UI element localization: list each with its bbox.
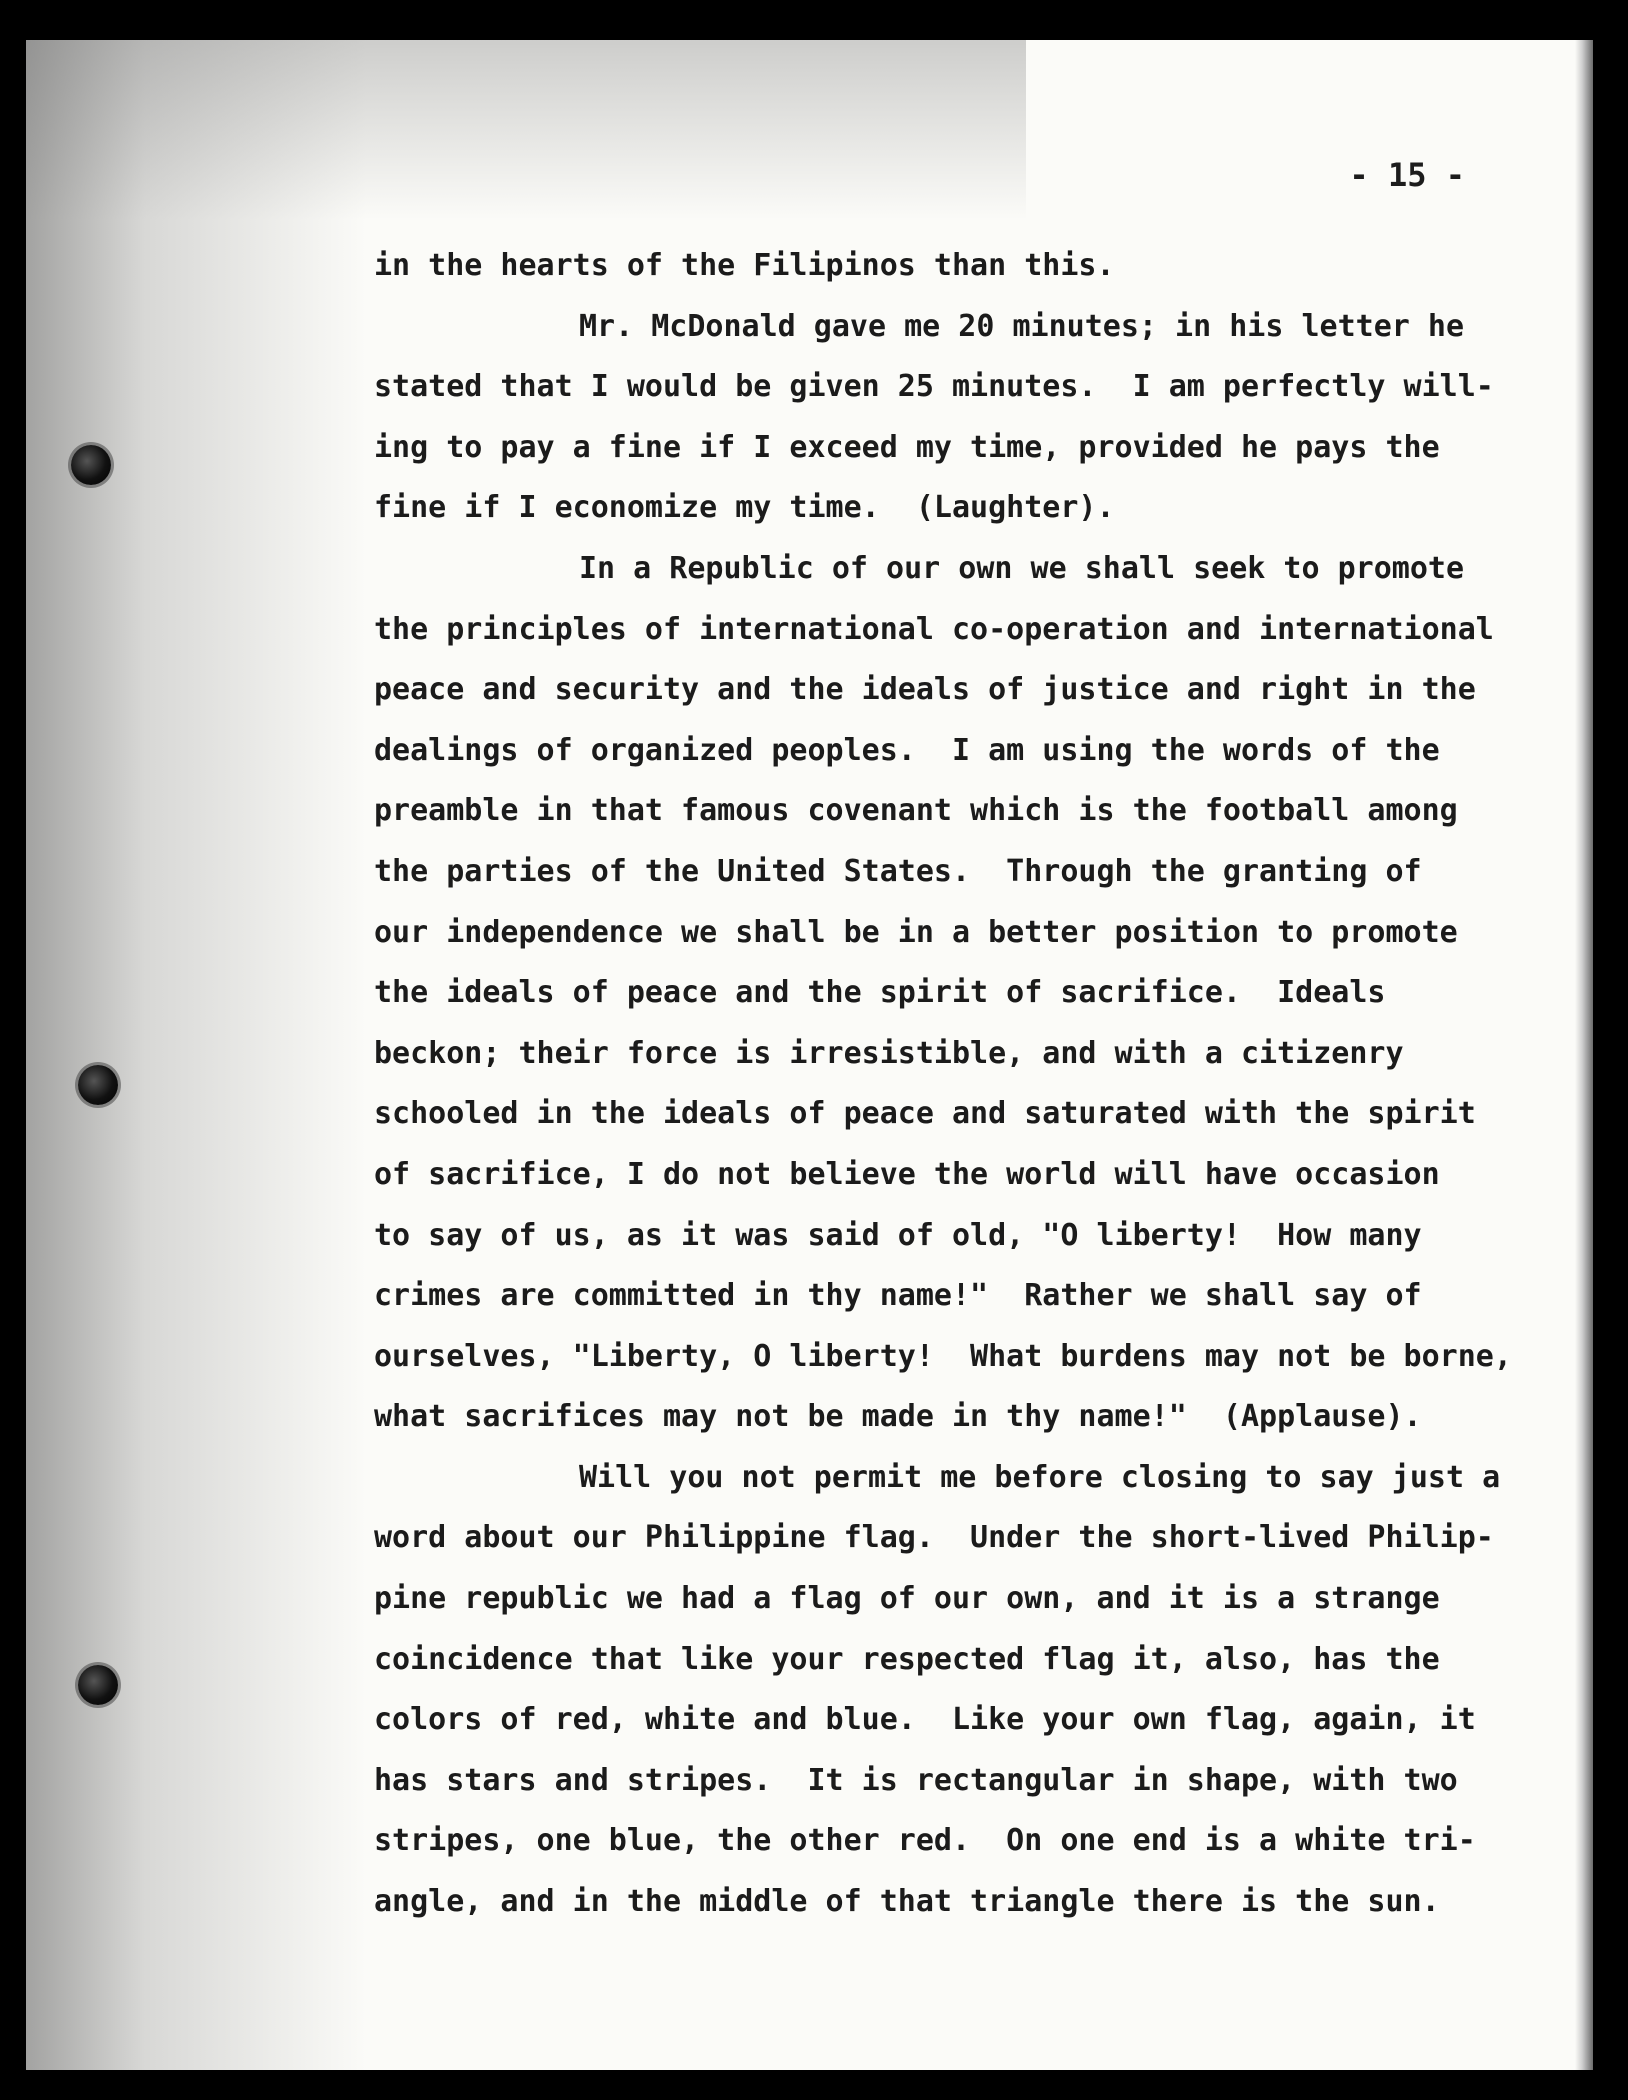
text-line: of sacrifice, I do not believe the world will have occasion bbox=[374, 1156, 1440, 1192]
text-line: to say of us, as it was said of old, "O liberty! How many bbox=[374, 1217, 1422, 1253]
text-line: stated that I would be given 25 minutes. I am perfectly will- bbox=[374, 369, 1494, 405]
text-line: stripes, one blue, the other red. On one end is a white tri- bbox=[374, 1823, 1476, 1859]
text-line: schooled in the ideals of peace and saturated with the spirit bbox=[374, 1096, 1476, 1132]
text-line: crimes are committed in thy name!" Rather we shall say of bbox=[374, 1278, 1422, 1314]
text-line: colors of red, white and blue. Like your own flag, again, it bbox=[374, 1702, 1476, 1738]
text-line: word about our Philippine flag. Under the short-lived Philip- bbox=[374, 1520, 1494, 1556]
text-line: dealings of organized peoples. I am using the words of the bbox=[374, 732, 1440, 768]
text-line: ing to pay a fine if I exceed my time, provided he pays the bbox=[374, 429, 1440, 465]
binder-hole-icon bbox=[71, 445, 111, 485]
page-number: - 15 - bbox=[1349, 156, 1465, 194]
text-line: Will you not permit me before closing to say just a bbox=[579, 1459, 1501, 1495]
text-line: what sacrifices may not be made in thy name!" (Applause). bbox=[374, 1399, 1422, 1435]
text-line: has stars and stripes. It is rectangular in shape, with two bbox=[374, 1762, 1458, 1798]
text-line: beckon; their force is irresistible, and with a citizenry bbox=[374, 1035, 1404, 1071]
text-line: the ideals of peace and the spirit of sacrifice. Ideals bbox=[374, 975, 1386, 1011]
typed-text-body bbox=[374, 236, 1534, 1933]
text-line: Mr. McDonald gave me 20 minutes; in his letter he bbox=[579, 308, 1465, 344]
text-line: in the hearts of the Filipinos than this. bbox=[374, 248, 1115, 283]
text-line: In a Republic of our own we shall seek to promote bbox=[579, 550, 1465, 586]
text-line: preamble in that famous covenant which is the football among bbox=[374, 793, 1458, 829]
page-edge-shadow bbox=[1575, 40, 1593, 2070]
text-line: fine if I economize my time. (Laughter). bbox=[374, 490, 1115, 526]
page-top-discoloration bbox=[26, 40, 1026, 220]
text-line: ourselves, "Liberty, O liberty! What burdens may not be borne, bbox=[374, 1338, 1512, 1374]
text-line: coincidence that like your respected flag it, also, has the bbox=[374, 1641, 1440, 1677]
text-line: our independence we shall be in a better position to promote bbox=[374, 914, 1458, 950]
document-page bbox=[26, 40, 1593, 2070]
text-line: pine republic we had a flag of our own, and it is a strange bbox=[374, 1581, 1440, 1617]
binder-hole-icon bbox=[78, 1665, 118, 1705]
page-discoloration bbox=[26, 40, 366, 2070]
text-line: the parties of the United States. Through the granting of bbox=[374, 853, 1422, 889]
binder-hole-icon bbox=[78, 1065, 118, 1105]
text-line: peace and security and the ideals of justice and right in the bbox=[374, 672, 1476, 708]
text-line: angle, and in the middle of that triangle there is the sun. bbox=[374, 1884, 1440, 1920]
text-line: the principles of international co-operation and international bbox=[374, 611, 1494, 647]
